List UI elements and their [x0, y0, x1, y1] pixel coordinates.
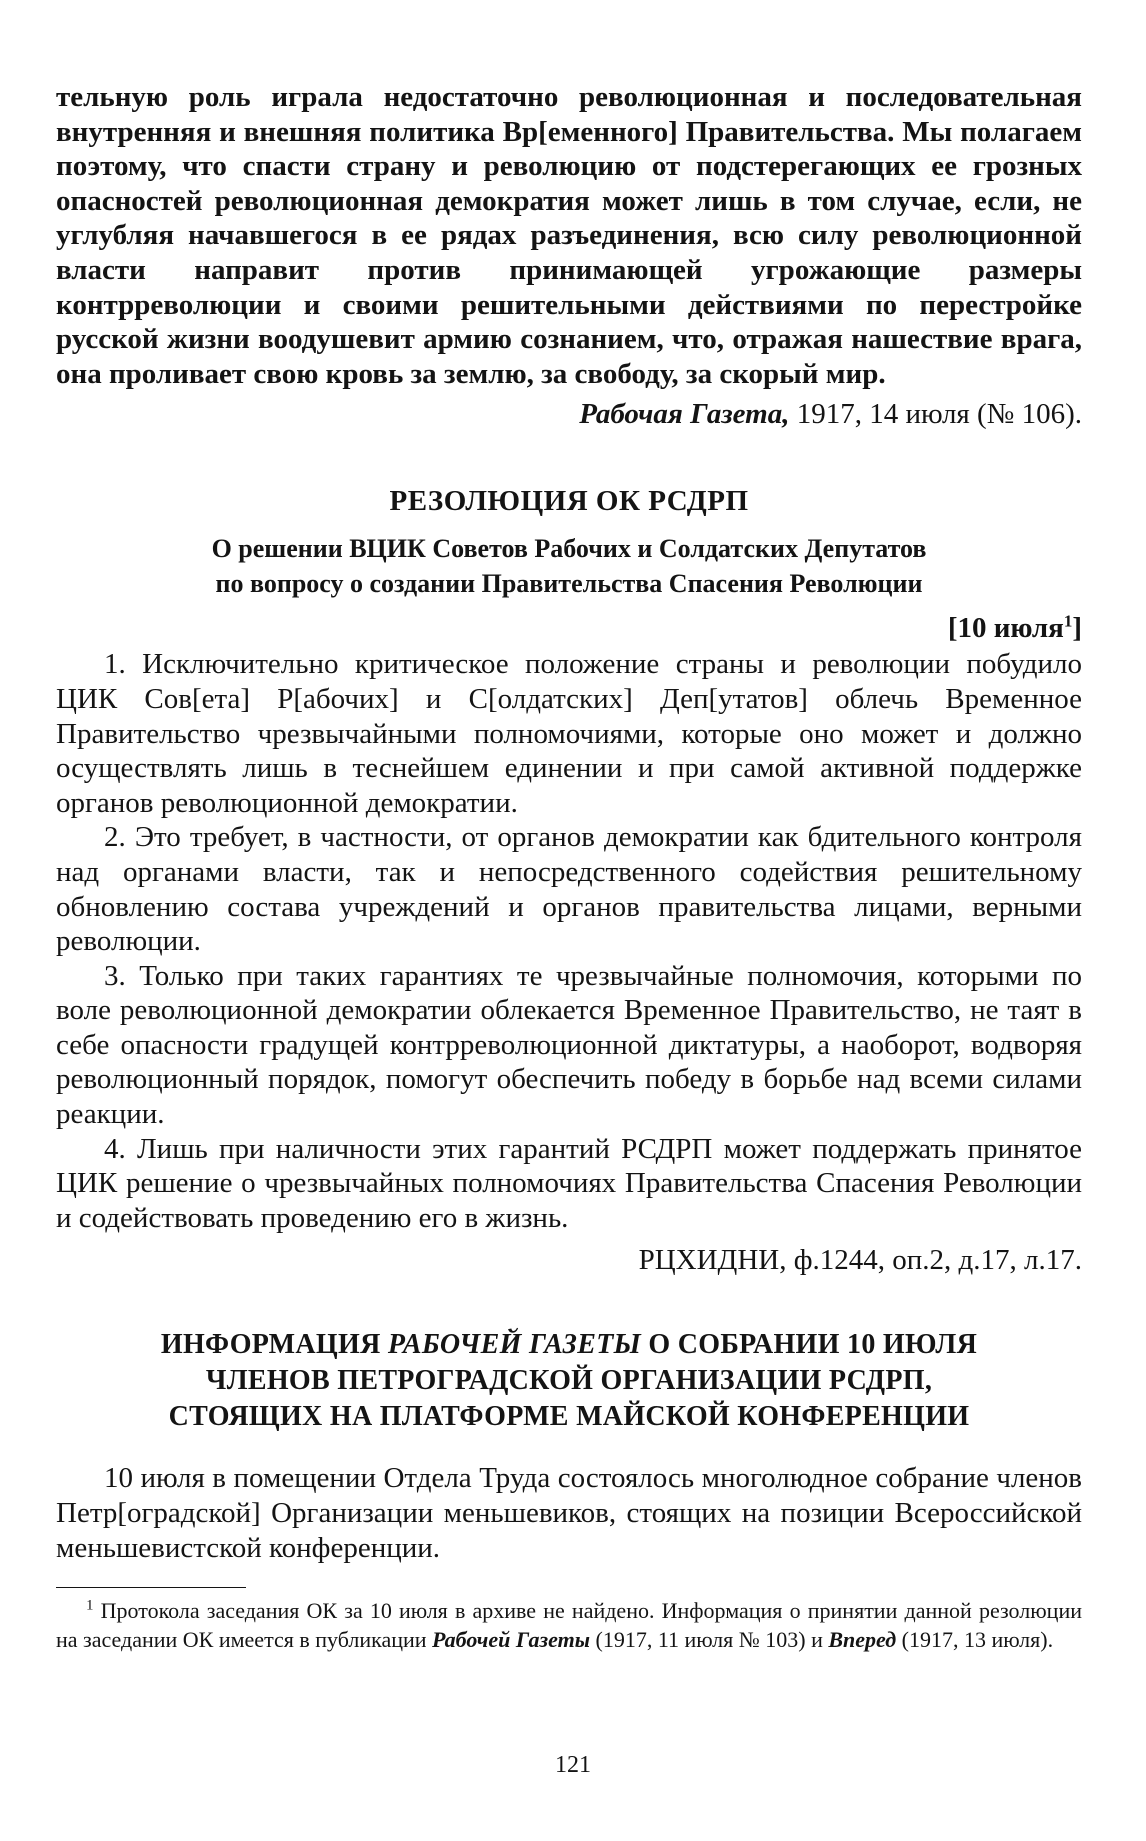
- resolution-item-3: 3. Только при таких гарантиях те чрезвычайные полномочия, которыми по воле революционной демократии облекается Временное Правительство, не таят в себе опасности градущей контрреволюционной диктатуры, а наоборот, водворяя революционный порядок, помогут обеспечить победу в борьбе над всеми силами реакции.: [56, 959, 1082, 1131]
- information-heading: [56, 1327, 1082, 1435]
- footnote-text-2: (1917, 11 июля № 103) и: [590, 1627, 829, 1653]
- footnote-newspaper-title-2: Вперед: [828, 1627, 897, 1653]
- information-paragraph: 10 июля в помещении Отдела Труда состоялось многолюдное собрание членов Петр[оградской] Организации меньшевиков, стоящих на позиции Всероссийской меньшевистской конференции.: [56, 1462, 1082, 1564]
- footnote: [56, 1596, 1082, 1654]
- resolution-subheading: [56, 531, 1082, 601]
- information-heading-italic: РАБОЧЕЙ ГАЗЕТЫ: [387, 1329, 642, 1361]
- resolution-heading: РЕЗОЛЮЦИЯ ОК РСДРП: [389, 485, 749, 518]
- resolution-item-1: 1. Исключительно критическое положение страны и революции побудило ЦИК Сов[ета] Р[абочих] и С[олдатских] Деп[утатов] облечь Временное Правительство чрезвычайными полномочиями, которые оно может и должно осуществлять лишь в теснейшем единении и при самой активной поддержке органов революционной демократии.: [56, 648, 1082, 819]
- page-number: 121: [555, 1752, 591, 1778]
- resolution-item-4: 4. Лишь при наличности этих гарантий РСДРП может поддержать принятое ЦИК решение о чрезвычайных полномочиях Правительства Спасения Революции и содействовать проведению его в жизнь.: [56, 1132, 1082, 1234]
- resolution-date-close: ]: [1072, 612, 1082, 645]
- archive-reference: РЦХИДНИ, ф.1244, оп.2, д.17, л.17.: [638, 1244, 1082, 1277]
- source-citation: [56, 395, 1082, 433]
- resolution-date: [56, 609, 1082, 647]
- information-heading-part-1: ИНФОРМАЦИЯ: [160, 1329, 388, 1361]
- resolution-subheading-line-2: по вопросу о создании Правительства Спасения Революции: [215, 569, 923, 599]
- information-heading-line-3: СТОЯЩИХ НА ПЛАТФОРМЕ МАЙСКОЙ КОНФЕРЕНЦИИ: [168, 1401, 970, 1433]
- information-heading-part-2: О СОБРАНИИ 10 ИЮЛЯ: [641, 1329, 978, 1361]
- resolution-date-text: [10 июля: [947, 612, 1064, 645]
- footnote-newspaper-title-1: Рабочей Газеты: [432, 1627, 590, 1653]
- footnote-marker: 1: [1063, 611, 1073, 631]
- footnote-divider: [56, 1587, 246, 1588]
- source-details: 1917, 14 июля (№ 106).: [789, 398, 1082, 431]
- body-paragraph-continuation: тельную роль играла недостаточно революционная и последовательная внутренняя и внешняя политика Вр[еменного] Правительства. Мы полагаем поэтому, что спасти страну и революцию от подстерегающих ее грозных опасностей революционная демократия может лишь в том случае, если, не углубляя начавшегося в ее рядах разъединения, всю силу революционной власти направит против принимающей угрожающие размеры контрреволюции и своими решительными действиями по перестройке русской жизни воодушевит армию сознанием, что, отражая нашествие врага, она проливает свою кровь за землю, за свободу, за скорый мир.: [56, 81, 1082, 390]
- source-newspaper-title: Рабочая Газета,: [579, 398, 790, 431]
- footnote-text-1: Протокола заседания ОК за 10 июля в архиве не найдено. Информация о принятии данной резолюции на заседании ОК имеется в публикации: [56, 1598, 1082, 1653]
- resolution-item-2: 2. Это требует, в частности, от органов демократии как бдительного контроля над органами власти, так и непосредственного содействия решительному обновлению состава учреждений и органов правительства лицами, верными революции.: [56, 821, 1082, 958]
- information-heading-line-2: ЧЛЕНОВ ПЕТРОГРАДСКОЙ ОРГАНИЗАЦИИ РСДРП,: [205, 1365, 933, 1397]
- footnote-number: 1: [86, 1597, 94, 1614]
- resolution-subheading-line-1: О решении ВЦИК Советов Рабочих и Солдатских Депутатов: [211, 534, 927, 564]
- footnote-text-3: (1917, 13 июля).: [896, 1627, 1054, 1653]
